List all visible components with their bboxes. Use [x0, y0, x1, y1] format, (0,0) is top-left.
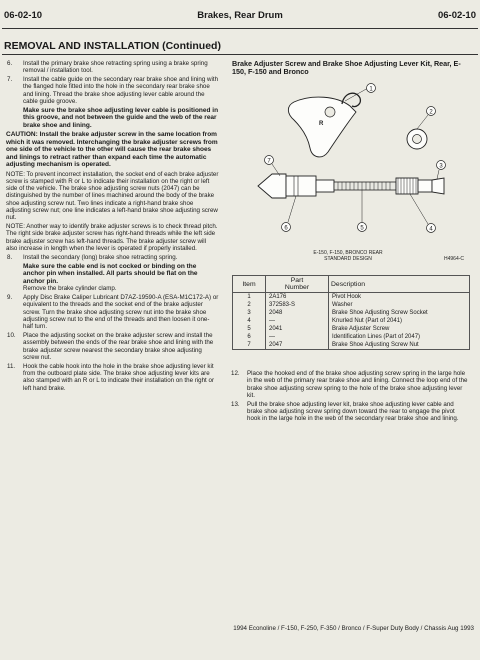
washer-illustration: [407, 129, 427, 149]
table-row: 7 2047 Brake Shoe Adjusting Screw Nut: [233, 341, 470, 349]
left-column: [6, 60, 219, 394]
step-13: 13. Pull the brake shoe adjusting lever kit, brake shoe adjusting lever cable and brake shoe adjusting screw spring down toward the rear to engage the pivot hook in the large hole in the web of the secondary rear brake shoe and lining.: [231, 400, 459, 423]
header-rule: [2, 28, 478, 29]
header-section-name: Brakes, Rear Drum: [197, 10, 283, 21]
header-part-number: Part Number: [266, 276, 329, 293]
adjuster-screw-figure: [232, 82, 470, 272]
lever-side-mark: R: [319, 121, 324, 127]
step-8-note: Make sure the cable end is not cocked or binding on the anchor pin when installed. All parts should be flat on the anchor pin.: [23, 262, 198, 285]
svg-text:6: 6: [284, 225, 288, 232]
figure-caption-2: STANDARD DESIGN: [324, 256, 372, 262]
step-6: 6. Install the primary brake shoe retracting spring using a brake spring removal / installation tool.: [7, 60, 208, 75]
header-item: Item: [233, 276, 266, 293]
caution-paragraph: CAUTION: Install the brake adjuster screw in the same location from which it was removed. Interchanging the brake adjuster screws from one side of the vehicle to the other will cause the rear brake shoes and linings to retract rather than expand each time the automatic adjusting mechanism is operated.: [6, 131, 218, 169]
svg-text:7: 7: [267, 158, 271, 165]
callout-5: [358, 223, 367, 232]
right-column: [230, 370, 468, 424]
header-description: Description: [329, 276, 470, 293]
svg-text:2: 2: [429, 109, 433, 116]
step-7-note: Make sure the brake shoe adjusting lever cable is positioned in this groove, and not between the guide and the web of the rear brake shoe and lining.: [23, 106, 219, 129]
callout-1: [367, 84, 376, 93]
step-8: 8. Install the secondary (long) brake shoe retracting spring.: [7, 253, 178, 261]
svg-text:4: 4: [429, 226, 433, 233]
step-10: 10. Place the adjusting socket on the brake adjuster screw and install the assembly between the ends of the rear brake shoe and lining with the brake adjuster screw nearest the secondary brake shoe adjusting screw nut.: [7, 332, 214, 362]
svg-text:5: 5: [360, 225, 364, 232]
step-9: 9. Apply Disc Brake Caliper Lubricant D7AZ-19590-A (ESA-M1C172-A) or equivalent to the threads and the socket end of the brake adjuster screw. Turn the brake shoe adjusting screw nut into the brake shoe adjusting screw nut to the end of the threads and then loosen it one-half turn.: [7, 294, 219, 331]
step-8-after: Remove the brake cylinder clamp.: [23, 285, 117, 293]
callout-4: [427, 224, 436, 233]
step-7: 7. Install the cable guide on the secondary rear brake shoe and lining with the flanged hole fitted into the hole in the secondary rear brake shoe and lining. Thread the brake shoe adjusting lever cable around the cable guide groove.: [7, 76, 219, 105]
adjuster-screw-illustration: [258, 174, 444, 198]
table-row: 2 372583-S Washer: [233, 301, 470, 309]
header-page-number-right: 06-02-10: [437, 10, 476, 21]
callout-3: [437, 161, 446, 170]
adjusting-lever-illustration: [288, 97, 356, 157]
svg-text:3: 3: [439, 163, 443, 170]
section-title: REMOVAL AND INSTALLATION (Continued): [4, 40, 221, 52]
parts-table: [232, 275, 470, 350]
section-rule: [2, 54, 478, 55]
step-12: 12. Place the hooked end of the brake shoe adjusting screw spring in the large hole in the web of the primary rear brake shoe and lining. Connect the loop end of the brake shoe adjusting screw spring to the hole of the brake shoe adjusting lever kit.: [231, 370, 468, 399]
parts-table-header: [233, 276, 470, 293]
header-page-number-left: 06-02-10: [4, 10, 43, 21]
table-row: 4 — Knurled Nut (Part of 2041): [233, 317, 470, 325]
svg-text:1: 1: [369, 86, 373, 93]
note-thread-pitch: NOTE: Another way to identify brake adjuster screws is to check thread pitch. The right side brake adjuster screw has right-hand threads while the left side brake adjuster screw has left-hand threads. The brake adjuster screw will also increase in length when the lever is operated if properly installed.: [6, 223, 218, 252]
table-row: 5 2041 Brake Adjuster Screw: [233, 325, 470, 333]
table-row: 3 2048 Brake Shoe Adjusting Screw Socket: [233, 309, 470, 317]
figure-caption-1: E-150, F-150, BRONCO REAR: [313, 250, 383, 256]
figure-id: H4964-C: [443, 256, 464, 262]
table-row: 1 2A176 Pivot Hook: [233, 293, 470, 301]
note-stamping: NOTE: To prevent incorrect installation, the socket end of each brake adjuster screw is stamped with R or L to indicate their installation on the right or left side of the vehicle. The brake shoe adjusting screw nuts (2047) can be distinguished by the number of lines machined around the body of the brake shoe adjusting screw nut. Two lines indicate a right-hand brake shoe adjusting screw nut; one line indicates a left-hand brake shoe adjusting screw nut.: [6, 170, 219, 222]
callout-2: [427, 107, 436, 116]
step-11: 11. Hook the cable hook into the hole in the brake shoe adjusting lever kit from the outboard plate side. The brake shoe adjusting lever kits are also stamped with an R or L to indicate their installation on the right or left hand brake.: [7, 362, 214, 392]
lever-hole: [325, 107, 335, 117]
page-footer: 1994 Econoline / F-150, F-250, F-350 / Bronco / F-Super Duty Body / Chassis Aug 1993: [233, 625, 474, 632]
page-header: [4, 10, 476, 24]
figure-title: Brake Adjuster Screw and Brake Shoe Adjusting Lever Kit, Rear, E-150, F-150 and Bronco: [232, 59, 461, 77]
callout-7: [265, 156, 274, 165]
table-row: 6 — Identification Lines (Part of 2047): [233, 333, 470, 341]
callout-6: [282, 223, 291, 232]
